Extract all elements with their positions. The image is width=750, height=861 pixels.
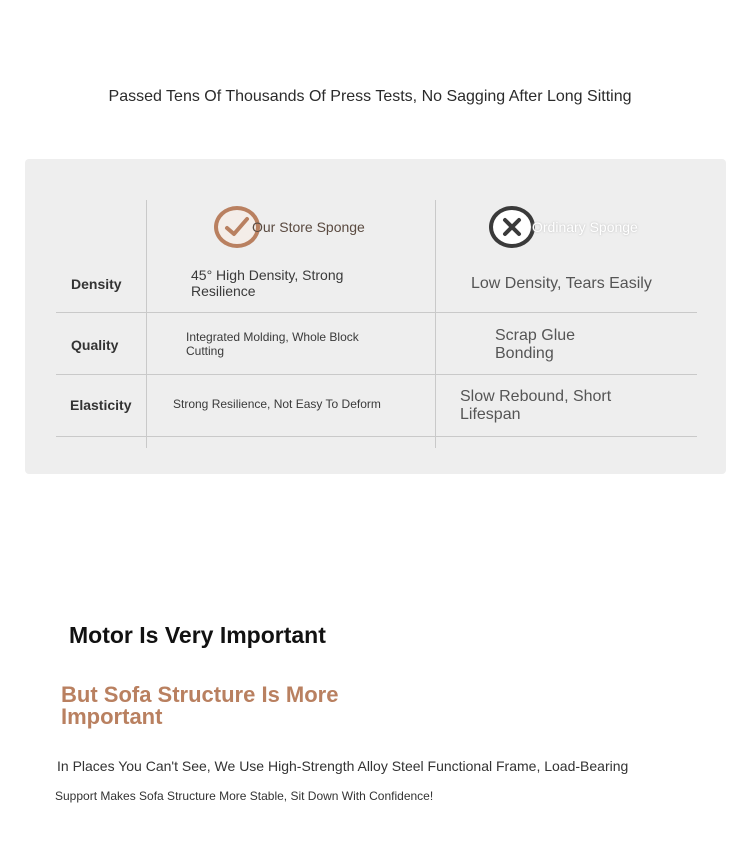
divider-horizontal xyxy=(56,436,697,437)
row-label-quality: Quality xyxy=(71,337,119,353)
x-mark-glyph xyxy=(501,216,523,238)
divider-horizontal xyxy=(56,374,697,375)
comparison-table xyxy=(25,159,726,474)
ordinary-sponge-header: Ordinary Sponge xyxy=(532,219,638,235)
x-mark-icon xyxy=(489,206,535,248)
row-label-density: Density xyxy=(71,276,122,292)
section-body-line-1: In Places You Can't See, We Use High-Strength Alloy Steel Functional Frame, Load-Bearing xyxy=(57,758,629,774)
our-elasticity-value: Strong Resilience, Not Easy To Deform xyxy=(173,397,381,411)
divider-horizontal xyxy=(56,312,697,313)
ordinary-quality-value: Scrap Glue Bonding xyxy=(495,327,576,363)
our-density-value: 45° High Density, Strong Resilience xyxy=(191,267,344,300)
ordinary-elasticity-value: Slow Rebound, Short Lifespan xyxy=(460,388,612,424)
tagline: Passed Tens Of Thousands Of Press Tests, No Sagging After Long Sitting xyxy=(108,88,632,105)
row-label-elasticity: Elasticity xyxy=(70,397,132,413)
section-subheading: But Sofa Structure Is More Important xyxy=(61,682,339,729)
divider-vertical xyxy=(435,200,436,448)
our-quality-value: Integrated Molding, Whole Block Cutting xyxy=(186,330,359,358)
section-heading: Motor Is Very Important xyxy=(69,622,326,648)
section-body-line-2: Support Makes Sofa Structure More Stable, Sit Down With Confidence! xyxy=(55,789,434,803)
divider-vertical xyxy=(146,200,147,448)
ordinary-density-value: Low Density, Tears Easily xyxy=(471,275,652,292)
our-store-sponge-header: Our Store Sponge xyxy=(252,219,365,235)
check-mark-glyph xyxy=(224,216,250,238)
